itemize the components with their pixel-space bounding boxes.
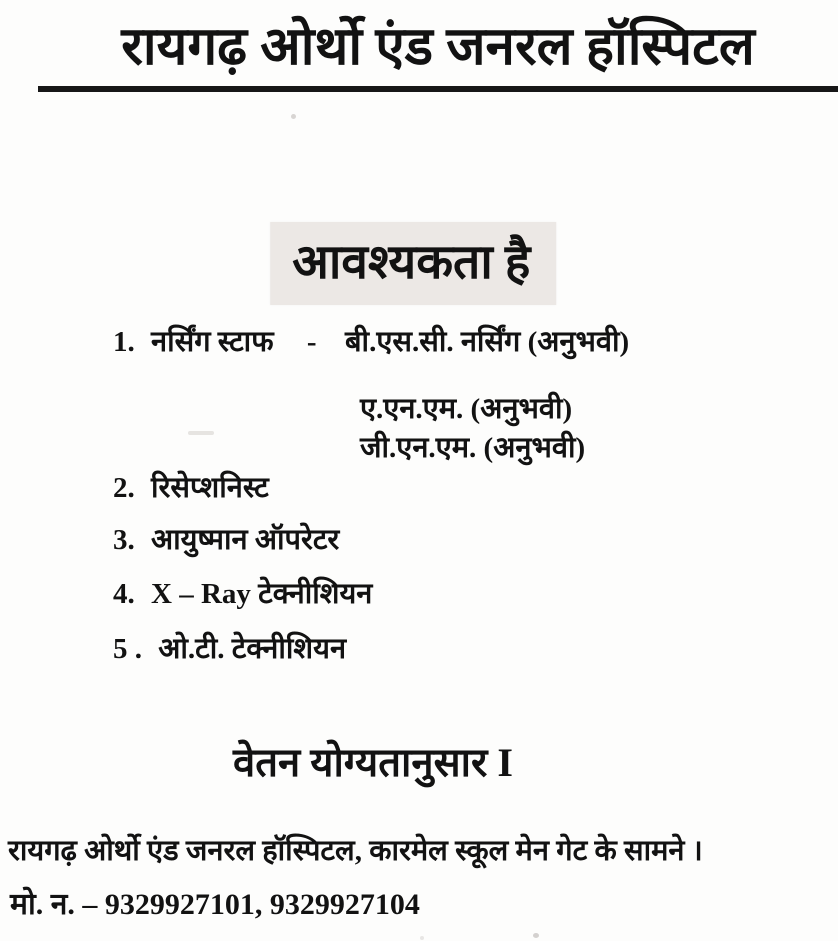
- hospital-name-title: रायगढ़ ओर्थो एंड जनरल हॉस्पिटल: [121, 18, 755, 76]
- salary-note: वेतन योग्यतानुसार I: [233, 740, 513, 785]
- scan-artifact: [291, 114, 296, 119]
- vacancy-number: 2.: [113, 472, 135, 504]
- vacancy-role: रिसेप्शनिस्ट: [151, 472, 269, 504]
- vacancy-role: ओ.टी. टेक्नीशियन: [158, 633, 347, 665]
- requirement-heading: आवश्यकता है: [270, 222, 556, 305]
- scan-artifact: [420, 936, 424, 940]
- vacancy-item-3: [113, 525, 339, 557]
- vacancy-role: X – Ray टेक्नीशियन: [151, 578, 373, 610]
- vacancy-number: 4.: [113, 578, 135, 610]
- title-underline-block: [38, 20, 838, 92]
- vacancy-item-2: [113, 473, 269, 505]
- qualification-line: जी.एन.एम. (अनुभवी): [360, 432, 586, 464]
- contact-phone-line: मो. न. – 9329927101, 9329927104: [10, 888, 420, 921]
- separator-dash: -: [306, 326, 317, 358]
- vacancy-item-1: [113, 326, 630, 359]
- qualification-line: बी.एस.सी. नर्सिंग (अनुभवी): [345, 326, 630, 358]
- vacancy-item-4: [113, 579, 372, 611]
- scan-artifact: [533, 933, 539, 938]
- vacancy-number: 5 .: [113, 633, 142, 665]
- address-line: रायगढ़ ओर्थो एंड जनरल हॉस्पिटल, कारमेल स्कूल मेन गेट के सामने ।: [8, 835, 703, 867]
- vacancy-number: 3.: [113, 524, 135, 556]
- vacancy-item-5: [113, 634, 346, 666]
- vacancy-role: नर्सिंग स्टाफ: [151, 326, 274, 358]
- qualification-line: ए.एन.एम. (अनुभवी): [360, 393, 573, 425]
- scan-artifact: [188, 431, 214, 435]
- vacancy-role: आयुष्मान ऑपरेटर: [151, 524, 340, 556]
- vacancy-number: 1.: [113, 326, 135, 358]
